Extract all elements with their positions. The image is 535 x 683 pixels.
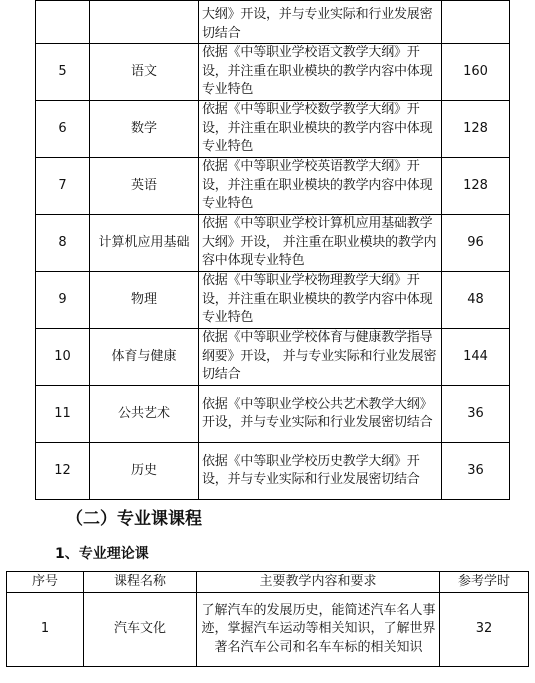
row-number: 5 — [36, 44, 90, 101]
table-row — [36, 272, 510, 329]
course-content: 依据《中等职业学校公共艺术教学大纲》开设，并与专业实际和行业发展密切结合 — [199, 386, 442, 443]
course-hours: 128 — [442, 101, 510, 158]
table-header-row — [7, 572, 529, 593]
row-number: 7 — [36, 158, 90, 215]
courses-table — [35, 0, 510, 500]
course-name — [90, 1, 199, 44]
course-content: 依据《中等职业学校历史教学大纲》开设，并与专业实际和行业发展密切结合 — [199, 443, 442, 500]
table-row — [36, 329, 510, 386]
course-name: 物理 — [90, 272, 199, 329]
row-number: 8 — [36, 215, 90, 272]
course-hours — [442, 1, 510, 44]
course-name: 英语 — [90, 158, 199, 215]
row-number: 10 — [36, 329, 90, 386]
section-heading: （二）专业课课程 — [66, 509, 202, 529]
course-hours: 36 — [442, 443, 510, 500]
course-name: 计算机应用基础 — [90, 215, 199, 272]
course-hours: 144 — [442, 329, 510, 386]
course-content: 依据《中等职业学校英语教学大纲》开设，并注重在职业模块的教学内容中体现专业特色 — [199, 158, 442, 215]
header-hours: 参考学时 — [440, 572, 529, 593]
course-content: 依据《中等职业学校语文教学大纲》开设，并注重在职业模块的教学内容中体现专业特色 — [199, 44, 442, 101]
course-hours: 128 — [442, 158, 510, 215]
row-number: 11 — [36, 386, 90, 443]
table-row — [36, 386, 510, 443]
course-name: 语文 — [90, 44, 199, 101]
header-content: 主要教学内容和要求 — [197, 572, 440, 593]
course-hours: 32 — [440, 593, 529, 667]
theory-courses-table — [6, 571, 529, 667]
table-row — [36, 158, 510, 215]
table-row — [36, 215, 510, 272]
table-row — [36, 1, 510, 44]
course-name: 体育与健康 — [90, 329, 199, 386]
row-number: 6 — [36, 101, 90, 158]
table-row — [36, 101, 510, 158]
course-name: 数学 — [90, 101, 199, 158]
header-course-name: 课程名称 — [84, 572, 197, 593]
subsection-heading: 1、专业理论课 — [55, 546, 149, 562]
table-row — [36, 443, 510, 500]
course-content: 了解汽车的发展历史，能简述汽车名人事迹，掌握汽车运动等相关知识，了解世界著名汽车公司和名车车标的相关知识 — [197, 593, 440, 667]
row-number: 12 — [36, 443, 90, 500]
course-name: 公共艺术 — [90, 386, 199, 443]
row-number: 9 — [36, 272, 90, 329]
course-hours: 36 — [442, 386, 510, 443]
course-hours: 96 — [442, 215, 510, 272]
course-hours: 48 — [442, 272, 510, 329]
row-number — [36, 1, 90, 44]
course-content: 依据《中等职业学校物理教学大纲》开设，并注重在职业模块的教学内容中体现专业特色 — [199, 272, 442, 329]
course-content: 依据《中等职业学校数学教学大纲》开设，并注重在职业模块的教学内容中体现专业特色 — [199, 101, 442, 158]
header-number: 序号 — [7, 572, 84, 593]
course-content: 依据《中等职业学校计算机应用基础教学大纲》开设， 并注重在职业模块的教学内容中体现专业特色 — [199, 215, 442, 272]
course-content: 大纲》开设，并与专业实际和行业发展密切结合 — [199, 1, 442, 44]
table-row — [36, 44, 510, 101]
course-name: 汽车文化 — [84, 593, 197, 667]
table-row — [7, 593, 529, 667]
course-name: 历史 — [90, 443, 199, 500]
row-number: 1 — [7, 593, 84, 667]
course-content: 依据《中等职业学校体育与健康教学指导纲要》开设， 并与专业实际和行业发展密切结合 — [199, 329, 442, 386]
course-hours: 160 — [442, 44, 510, 101]
